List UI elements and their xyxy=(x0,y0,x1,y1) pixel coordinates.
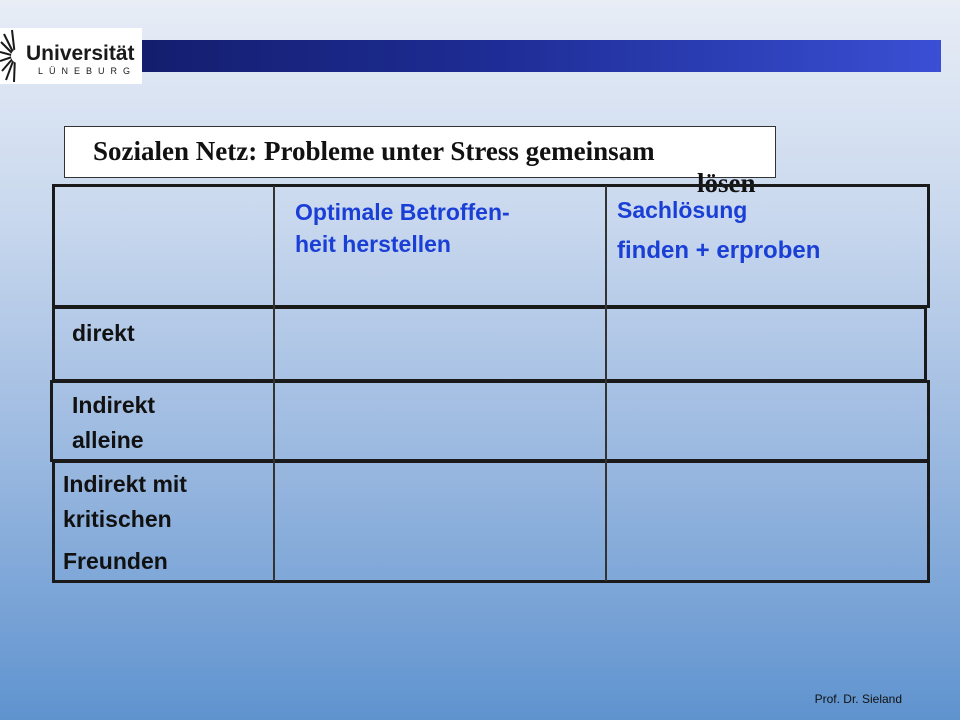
footer-author: Prof. Dr. Sieland xyxy=(814,692,902,706)
row-label-direkt: direkt xyxy=(72,320,135,346)
logo-name: Universität xyxy=(26,42,135,65)
row-label-indirekt-mit: Indirekt mit xyxy=(63,471,187,497)
row-label-indirekt: Indirekt xyxy=(72,392,156,418)
slide-title-wrap: lösen xyxy=(697,168,756,198)
header-bar xyxy=(142,40,941,72)
column-divider-2 xyxy=(605,186,607,581)
logo-subtitle: LÜNEBURG xyxy=(38,66,137,76)
slide-title: Sozialen Netz: Probleme unter Stress gemeinsam xyxy=(93,136,655,166)
table-row-indirekt-alleine xyxy=(50,380,930,462)
header-betroffenheit-line2: heit herstellen xyxy=(295,231,451,257)
header-betroffenheit-line1: Optimale Betroffen- xyxy=(295,199,510,225)
row-label-alleine: alleine xyxy=(72,427,144,453)
column-divider-1 xyxy=(273,186,275,581)
university-logo xyxy=(0,28,142,84)
row-label-freunden: Freunden xyxy=(63,548,168,574)
row-label-kritischen: kritischen xyxy=(63,506,172,532)
table-row-direkt xyxy=(52,306,927,382)
header-sachloesung-line1: Sachlösung xyxy=(617,197,748,223)
header-sachloesung-line2: finden + erproben xyxy=(617,237,821,264)
